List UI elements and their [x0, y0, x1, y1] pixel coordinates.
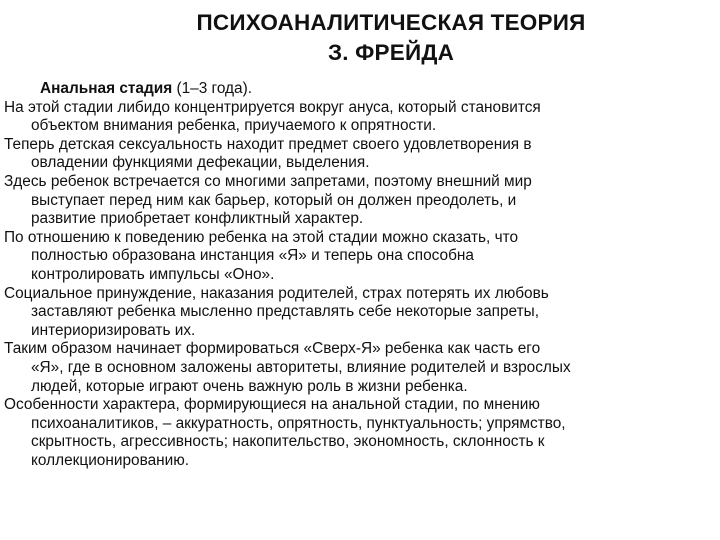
- paragraph-line: «Я», где в основном заложены авторитеты, влияние родителей и взрослых: [31, 358, 571, 376]
- paragraph-line: Особенности характера, формирующиеся на анальной стадии, по мнению: [4, 396, 540, 414]
- paragraph: [4, 99, 716, 136]
- paragraph: [4, 173, 716, 229]
- paragraph-line: выступает перед ним как барьер, который он должен преодолеть, и: [31, 191, 517, 209]
- paragraph-line: заставляют ребенка мысленно представлять себе некоторые запреты,: [31, 303, 539, 321]
- paragraph-line: Здесь ребенок встречается со многими запретами, поэтому внешний мир: [4, 172, 532, 190]
- paragraph-line: развитие приобретает конфликтный характер.: [31, 210, 364, 228]
- paragraph: [4, 396, 716, 470]
- slide-title: [0, 8, 720, 68]
- paragraph: [4, 229, 716, 285]
- paragraph-line: Таким образом начинает формироваться «Сверх-Я» ребенка как часть его: [4, 340, 541, 358]
- paragraph-line: На этой стадии либидо концентрируется вокруг ануса, который становится: [4, 98, 541, 116]
- title-line-2: З. ФРЕЙДА: [327, 40, 455, 65]
- paragraph-line: Теперь детская сексуальность находит предмет своего удовлетворения в: [4, 135, 532, 153]
- paragraph-line: коллекционированию.: [31, 451, 190, 469]
- paragraph-line: полностью образована инстанция «Я» и теперь она способна: [31, 247, 474, 265]
- paragraph: [4, 285, 716, 341]
- paragraph-list: [4, 99, 716, 471]
- paragraph-line: психоаналитиков, – аккуратность, опрятность, пунктуальность; упрямство,: [31, 414, 566, 432]
- paragraph-line: скрытность, агрессивность; накопительство, экономность, склонность к: [31, 433, 545, 451]
- paragraph-line: овладении функциями дефекации, выделения.: [31, 154, 370, 172]
- stage-name: Анальная стадия: [40, 80, 173, 97]
- paragraph-line: людей, которые играют очень важную роль в жизни ребенка.: [31, 377, 468, 395]
- paragraph: [4, 136, 716, 173]
- title-line-1: ПСИХОАНАЛИТИЧЕСКАЯ ТЕОРИЯ: [196, 10, 586, 35]
- slide-body: [4, 80, 716, 470]
- stage-heading: [4, 80, 716, 99]
- paragraph-line: контролировать импульсы «Оно».: [31, 265, 275, 283]
- paragraph-line: объектом внимания ребенка, приучаемого к опрятности.: [31, 117, 437, 135]
- paragraph-line: интериоризировать их.: [31, 321, 196, 339]
- paragraph: [4, 340, 716, 396]
- paragraph-line: Социальное принуждение, наказания родителей, страх потерять их любовь: [4, 284, 549, 302]
- stage-period: (1–3 года).: [172, 80, 252, 97]
- paragraph-line: По отношению к поведению ребенка на этой стадии можно сказать, что: [4, 228, 519, 246]
